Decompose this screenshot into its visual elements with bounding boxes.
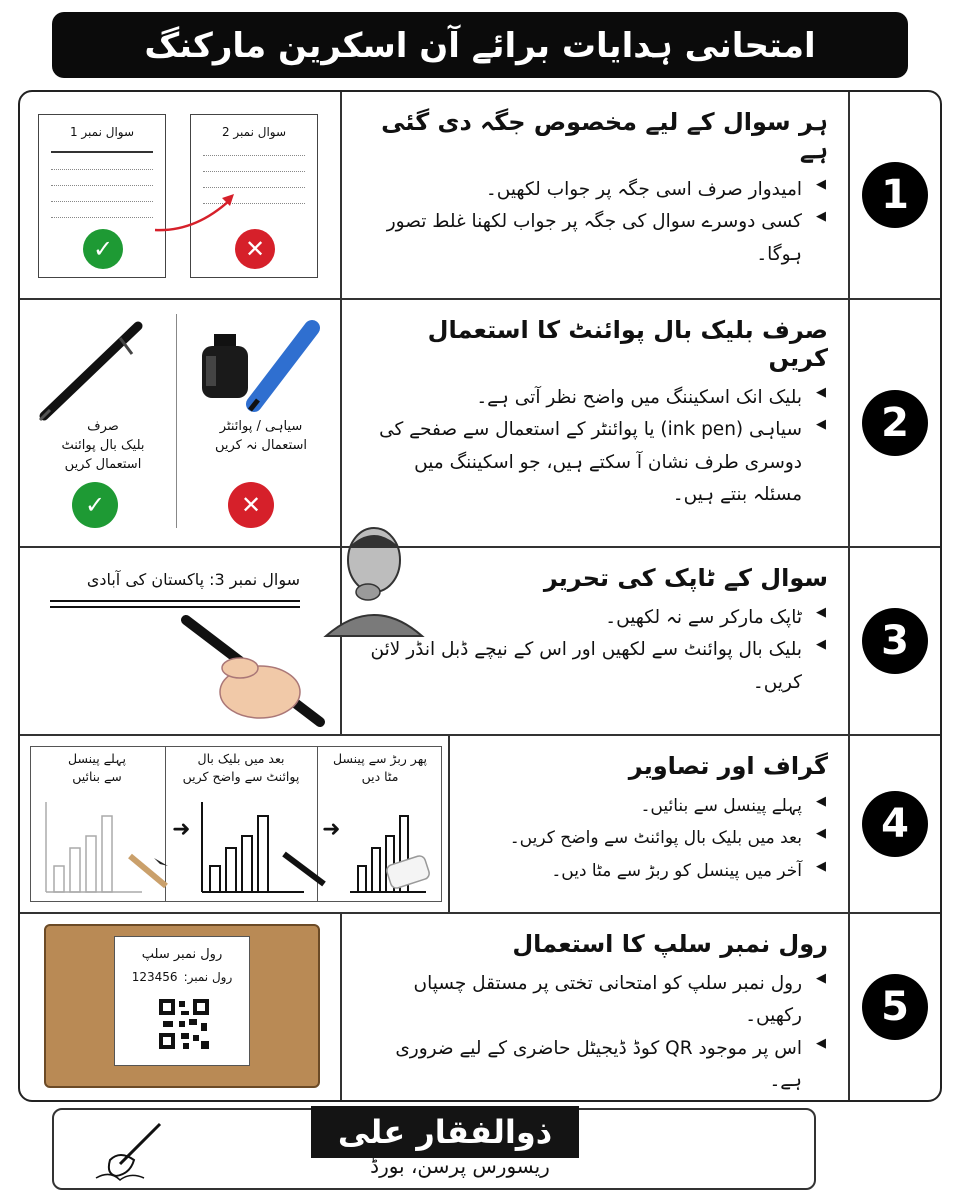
svg-text:➜: ➜ — [322, 817, 341, 842]
underline-1 — [50, 600, 300, 602]
section-number — [850, 736, 940, 912]
signatory-role: ریسورس پرسن، بورڈ — [370, 1154, 550, 1178]
section-3 — [20, 548, 940, 736]
red-arrow-icon — [150, 182, 250, 242]
section-2 — [20, 300, 940, 548]
sheet-line — [51, 201, 153, 202]
number-badge: 5 — [862, 974, 928, 1040]
correct-check-icon: ✓ — [72, 482, 118, 528]
bullet-item: ▶ بعد میں بلیک بال پوائنٹ سے واضح کریں۔ — [468, 822, 828, 854]
sheet-2-label: سوال نمبر 2 — [221, 125, 287, 139]
section-5-illustration — [20, 914, 342, 1100]
bullet-item: ▶ ٹاپک مارکر سے نہ لکھیں۔ — [360, 602, 828, 634]
section-1-illustration — [20, 92, 342, 298]
wrong-cross-icon: ✕ — [235, 229, 275, 269]
section-5 — [20, 914, 940, 1100]
caption-line: سیاہی / پوائنٹر — [219, 419, 303, 434]
qr-code-icon — [157, 997, 211, 1051]
sheet-line — [203, 155, 305, 156]
section-heading: سوال کے ٹاپک کی تحریر — [543, 564, 828, 592]
answer-sheet-1 — [38, 114, 166, 278]
signatory-name: ذوالفقار علی — [311, 1106, 579, 1158]
section-1-text — [342, 92, 850, 298]
bullet-item: ▶ آخر میں پینسل کو ربڑ سے مٹا دیں۔ — [468, 855, 828, 887]
exam-clipboard — [44, 924, 320, 1088]
bullet-item: ▶ کسی دوسرے سوال کی جگہ پر جواب لکھنا غلط تصور ہوگا۔ — [360, 206, 828, 271]
signature-hand-icon — [90, 1120, 170, 1184]
section-heading: صرف بلیک بال پوائنٹ کا استعمال کریں — [427, 316, 828, 372]
sheet-line — [51, 151, 153, 153]
section-4-text — [450, 736, 850, 912]
section-3-illustration — [20, 548, 342, 734]
hand-writing-icon — [180, 612, 330, 732]
caption-line: صرف — [87, 419, 119, 434]
number-badge: 4 — [862, 791, 928, 857]
bullet-item: ▶ بلیک بال پوائنٹ سے لکھیں اور اس کے نیچے ڈبل انڈر لائن کریں۔ — [360, 634, 828, 699]
caption-line: پوائنٹ سے واضح کریں — [182, 769, 300, 785]
sheet-line — [51, 217, 153, 218]
caption-line: بعد میں بلیک بال — [197, 751, 285, 766]
sheet-line — [51, 169, 153, 170]
section-3-text — [342, 548, 850, 734]
caption-line: پھر ربڑ سے پینسل — [333, 751, 427, 766]
ink-bottle-and-marker-icon — [194, 316, 324, 416]
number-badge: 2 — [862, 390, 928, 456]
caption-line: استعمال کریں — [64, 456, 142, 472]
section-number — [850, 92, 940, 298]
sheet-line — [51, 185, 153, 186]
caption-line: بلیک بال پوائنٹ — [61, 437, 145, 453]
topic-text: سوال نمبر 3: پاکستان کی آبادی — [86, 570, 300, 589]
bullet-item: ▶ امیدوار صرف اسی جگہ پر جواب لکھیں۔ — [360, 174, 828, 206]
divider — [176, 314, 177, 528]
ballpoint-pen-icon — [34, 316, 154, 426]
caption-line: استعمال نہ کریں — [215, 437, 307, 453]
bullet-item: ▶ سیاہی (ink pen) یا پوائنٹر کے استعمال سے صفحے کی دوسری طرف نشان آ سکتے ہیں، جو اسکیننگ میں مسئلہ بنتے ہیں۔ — [360, 414, 828, 511]
page-title: امتحانی ہدایات برائے آن اسکرین مارکنگ — [52, 12, 908, 78]
section-number — [850, 914, 940, 1100]
bullet-item: ▶ اس پر موجود QR کوڈ ڈیجیٹل حاضری کے لیے ضروری ہے۔ — [360, 1033, 828, 1098]
section-2-text — [342, 300, 850, 546]
roll-number-label: رول نمبر: — [183, 970, 233, 984]
bullet-item: ▶ بلیک انک اسکیننگ میں واضح نظر آتی ہے۔ — [360, 382, 828, 414]
section-2-illustration — [20, 300, 342, 546]
number-badge: 3 — [862, 608, 928, 674]
roll-number-row — [115, 970, 249, 984]
underline-2 — [50, 606, 300, 608]
sheet-1-label: سوال نمبر 1 — [69, 125, 135, 139]
sheet-line — [203, 171, 305, 172]
section-1 — [20, 92, 940, 300]
section-number — [850, 548, 940, 734]
number-badge: 1 — [862, 162, 928, 228]
section-heading: رول نمبر سلپ کا استعمال — [512, 930, 828, 958]
section-4-illustration — [20, 736, 450, 912]
caption-line: پہلے پینسل — [68, 751, 126, 766]
section-heading: گراف اور تصاویر — [628, 752, 828, 780]
correct-check-icon: ✓ — [83, 229, 123, 269]
section-5-text — [342, 914, 850, 1100]
bullet-item: ▶ پہلے پینسل سے بنائیں۔ — [468, 790, 828, 822]
section-number — [850, 300, 940, 546]
section-4 — [20, 736, 940, 914]
bullet-item: ▶ رول نمبر سلپ کو امتحانی تختی پر مستقل چسپاں رکھیں۔ — [360, 968, 828, 1033]
caption-line: سے بنائیں — [72, 769, 122, 785]
instructions-table — [18, 90, 942, 1102]
slip-title: رول نمبر سلپ — [141, 947, 223, 962]
caption-line: مٹا دیں — [361, 769, 399, 785]
svg-text:➜: ➜ — [172, 817, 191, 842]
section-heading: ہر سوال کے لیے مخصوص جگہ دی گئی ہے — [381, 108, 828, 164]
wrong-cross-icon: ✕ — [228, 482, 274, 528]
roll-number-slip — [114, 936, 250, 1066]
roll-number-value: 123456 — [131, 970, 178, 984]
bar-graph-steps-icon — [32, 796, 442, 900]
